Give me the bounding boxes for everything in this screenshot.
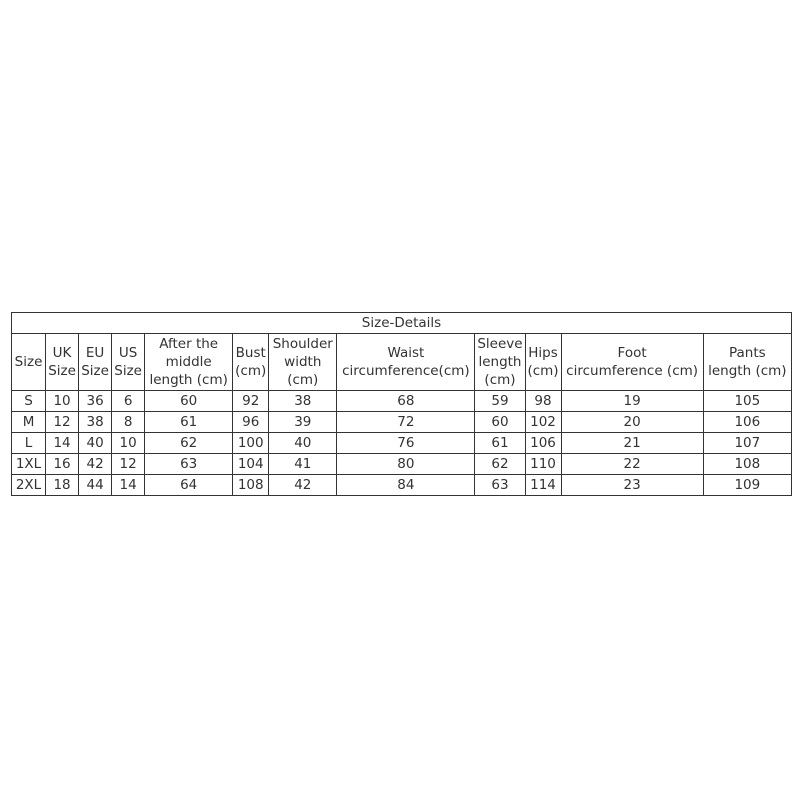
header-line: Hips	[528, 345, 558, 361]
table-row	[12, 412, 792, 433]
header-line: middle	[165, 354, 212, 370]
table-cell: 14	[46, 433, 79, 454]
header-line: US	[118, 345, 138, 361]
table-cell: 100	[233, 433, 269, 454]
table-cell: 42	[79, 454, 112, 475]
table-cell: 98	[525, 391, 561, 412]
header-hips	[525, 334, 561, 391]
table-cell: 64	[145, 475, 233, 496]
table-cell: 62	[475, 454, 525, 475]
table-cell: 10	[112, 433, 145, 454]
table-cell: S	[12, 391, 46, 412]
table-cell: 110	[525, 454, 561, 475]
table-cell: 40	[79, 433, 112, 454]
table-cell: 108	[703, 454, 791, 475]
table-cell: 10	[46, 391, 79, 412]
table-cell: 104	[233, 454, 269, 475]
header-eu-size	[79, 334, 112, 391]
table-cell: 102	[525, 412, 561, 433]
header-size	[12, 334, 46, 391]
table-cell: 19	[561, 391, 703, 412]
table-cell: 106	[703, 412, 791, 433]
table-row	[12, 454, 792, 475]
table-cell: 63	[145, 454, 233, 475]
header-line: (cm)	[287, 372, 319, 388]
header-us-size	[112, 334, 145, 391]
table-cell: 12	[46, 412, 79, 433]
header-waist-circumference	[337, 334, 475, 391]
header-line: Size	[81, 363, 109, 379]
header-line: circumference(cm)	[342, 363, 470, 379]
header-line: Size	[48, 363, 76, 379]
header-shoulder-width	[269, 334, 337, 391]
header-line: (cm)	[235, 363, 267, 379]
table-cell: 39	[269, 412, 337, 433]
table-cell: 8	[112, 412, 145, 433]
table-row	[12, 433, 792, 454]
header-line: After the	[159, 336, 219, 352]
table-cell: 109	[703, 475, 791, 496]
table-cell: 16	[46, 454, 79, 475]
table-cell: 22	[561, 454, 703, 475]
table-cell: 84	[337, 475, 475, 496]
table-cell: 2XL	[12, 475, 46, 496]
header-sleeve-length	[475, 334, 525, 391]
header-line: EU	[85, 345, 105, 361]
header-line: length (cm)	[708, 363, 787, 379]
table-cell: 60	[145, 391, 233, 412]
table-cell: 61	[145, 412, 233, 433]
table-cell: 76	[337, 433, 475, 454]
table-cell: L	[12, 433, 46, 454]
header-line: length (cm)	[149, 372, 228, 388]
header-line: width	[284, 354, 322, 370]
header-uk-size	[46, 334, 79, 391]
size-details-table	[11, 312, 792, 496]
table-cell: 59	[475, 391, 525, 412]
table-cell: 36	[79, 391, 112, 412]
header-line: (cm)	[527, 363, 559, 379]
header-line: (cm)	[484, 372, 516, 388]
table-cell: 61	[475, 433, 525, 454]
header-line: Waist	[387, 345, 425, 361]
table-cell: 105	[703, 391, 791, 412]
table-cell: 21	[561, 433, 703, 454]
table-cell: 20	[561, 412, 703, 433]
header-line: Size	[14, 354, 43, 370]
table-cell: 68	[337, 391, 475, 412]
table-cell: 114	[525, 475, 561, 496]
title-row	[12, 313, 792, 334]
table-cell: 41	[269, 454, 337, 475]
table-title: Size-Details	[12, 313, 792, 334]
header-line: UK	[52, 345, 72, 361]
table-cell: 12	[112, 454, 145, 475]
table-cell: 44	[79, 475, 112, 496]
header-foot-circumference	[561, 334, 703, 391]
header-line: Shoulder	[272, 336, 333, 352]
table-cell: 107	[703, 433, 791, 454]
table-cell: 6	[112, 391, 145, 412]
table-cell: 80	[337, 454, 475, 475]
table-row	[12, 391, 792, 412]
header-bust	[233, 334, 269, 391]
table-cell: 18	[46, 475, 79, 496]
table-cell: 40	[269, 433, 337, 454]
table-cell: M	[12, 412, 46, 433]
table-cell: 1XL	[12, 454, 46, 475]
table-cell: 62	[145, 433, 233, 454]
header-line: Foot	[617, 345, 647, 361]
header-line: circumference (cm)	[566, 363, 699, 379]
table-cell: 108	[233, 475, 269, 496]
table-cell: 96	[233, 412, 269, 433]
table-cell: 38	[79, 412, 112, 433]
header-pants-length	[703, 334, 791, 391]
table-cell: 42	[269, 475, 337, 496]
header-line: length	[478, 354, 522, 370]
table-cell: 14	[112, 475, 145, 496]
table-cell: 106	[525, 433, 561, 454]
table-cell: 92	[233, 391, 269, 412]
table-cell: 63	[475, 475, 525, 496]
header-row	[12, 334, 792, 391]
table-body	[12, 391, 792, 496]
header-line: Bust	[235, 345, 266, 361]
header-after-middle-length	[145, 334, 233, 391]
table-cell: 23	[561, 475, 703, 496]
header-line: Size	[114, 363, 142, 379]
table-cell: 60	[475, 412, 525, 433]
table-cell: 72	[337, 412, 475, 433]
table-cell: 38	[269, 391, 337, 412]
header-line: Sleeve	[477, 336, 523, 352]
table-row	[12, 475, 792, 496]
header-line: Pants	[728, 345, 766, 361]
